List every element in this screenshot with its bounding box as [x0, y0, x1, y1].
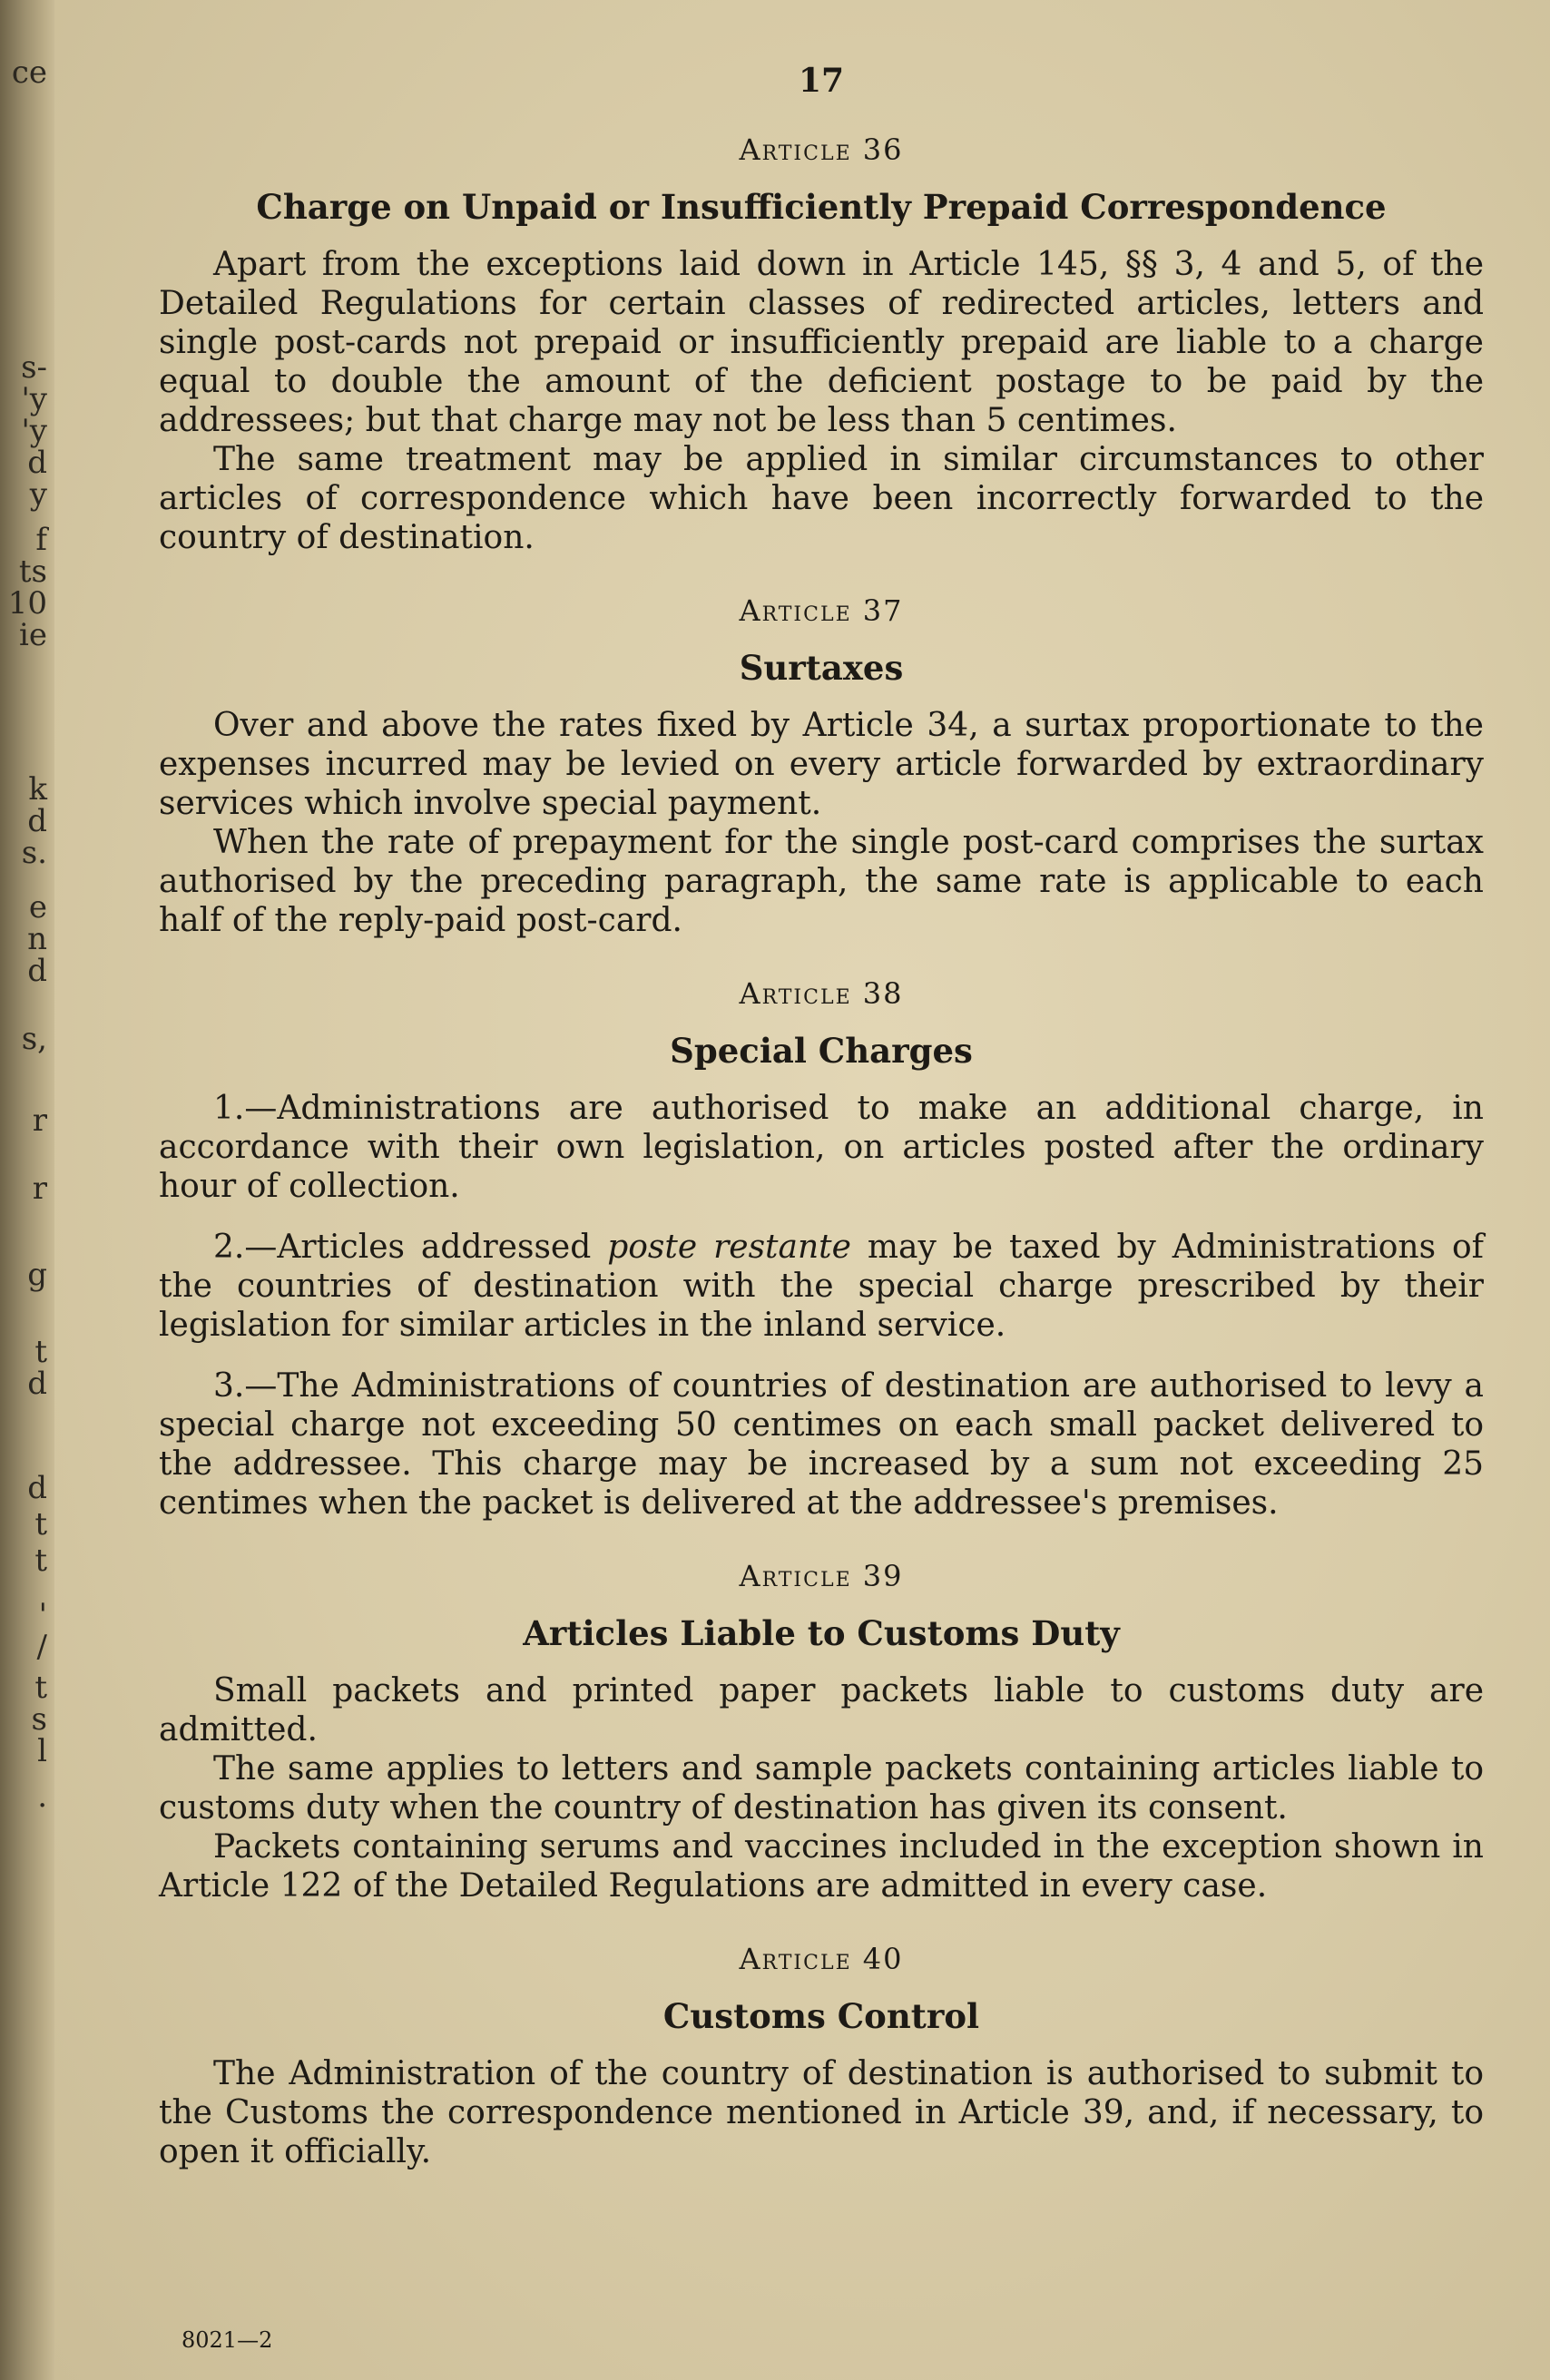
gutter-fragment: s,: [21, 1021, 47, 1057]
gutter-fragment: d: [27, 1366, 47, 1402]
paragraph: Over and above the rates fixed by Article 34, a surtax proportionate to the expenses incurred may be levied on every article forwarded by extraordinary services which involve special payment.: [159, 707, 1484, 822]
book-gutter: [0, 0, 57, 2380]
gutter-fragment: t: [34, 1670, 47, 1706]
spacer: [159, 940, 1484, 976]
article-title: Charge on Unpaid or Insufficiently Prepaid Correspondence: [256, 187, 1387, 227]
page-content: [159, 62, 1484, 2171]
article-title: Surtaxes: [739, 648, 904, 688]
article-38: [159, 976, 1484, 1523]
gutter-fragment: l: [37, 1733, 47, 1769]
gutter-fragment: d: [27, 953, 47, 989]
paragraph: The same applies to letters and sample packets containing articles liable to customs duty when the country of destination has given its consent.: [159, 1750, 1484, 1827]
paragraph: Packets containing serums and vaccines included in the exception shown in Article 122 of the Detailed Regulations are admitted in every case.: [159, 1828, 1484, 1905]
printer-signature: 8021—2: [181, 2327, 273, 2353]
spacer: [159, 1905, 1484, 1942]
paragraph: Apart from the exceptions laid down in Article 145, §§ 3, 4 and 5, of the Detailed Regulations for certain classes of redirected articles, letters and single post-cards not prepaid or insufficiently prepaid are liable to a charge equal to double the amount of the deficient postage to be paid by the addressees; but that charge may not be less than 5 centimes.: [159, 246, 1484, 439]
spacer: [159, 1523, 1484, 1559]
gutter-fragment: s.: [21, 835, 47, 871]
gutter-fragment: t: [34, 1334, 47, 1370]
article-heading: Article 37: [739, 593, 904, 628]
article-heading: Article 38: [739, 976, 904, 1011]
gutter-fragment: r: [32, 1170, 47, 1207]
gutter-fragment: d: [27, 1470, 47, 1506]
spacer: [159, 557, 1484, 593]
article-title: Articles Liable to Customs Duty: [523, 1613, 1120, 1653]
paragraph: 1.—Administrations are authorised to make an additional charge, in accordance with their own legislation, on articles posted after the ordinary hour of collection.: [159, 1090, 1484, 1205]
article-39: [159, 1559, 1484, 1905]
gutter-fragment: /: [36, 1629, 47, 1665]
paragraph: When the rate of prepayment for the single post-card comprises the surtax authorised by the preceding paragraph, the same rate is applicable to each half of the reply-paid post-card.: [159, 824, 1484, 939]
gutter-fragment: e: [28, 889, 47, 926]
gutter-fragment: t: [34, 1543, 47, 1579]
gutter-fragment: f: [35, 522, 47, 558]
paragraph: The Administration of the country of destination is authorised to submit to the Customs the correspondence mentioned in Article 39, and, if necessary, to open it officially.: [159, 2055, 1484, 2170]
paragraph: 3.—The Administrations of countries of destination are authorised to levy a special charge not exceeding 50 centimes on each small packet delivered to the addressee. This charge may be increased by a sum not exceeding 25 centimes when the packet is delivered at the addressee's premises.: [159, 1367, 1484, 1522]
article-37: [159, 593, 1484, 940]
gutter-fragment: s: [31, 1701, 47, 1738]
article-36: [159, 132, 1484, 557]
paragraph: The same treatment may be applied in similar circumstances to other articles of correspondence which have been incorrectly forwarded to the country of destination.: [159, 441, 1484, 556]
gutter-fragment: ce: [11, 54, 47, 91]
article-title: Customs Control: [662, 1996, 980, 2036]
gutter-fragment: d: [27, 445, 47, 481]
gutter-fragment: k: [28, 771, 47, 808]
gutter-fragment: s-: [21, 349, 47, 386]
gutter-fragment: ie: [19, 617, 47, 653]
gutter-fragment: y: [29, 476, 47, 513]
gutter-fragment: r: [32, 1102, 47, 1139]
article-heading: Article 39: [739, 1559, 904, 1593]
gutter-fragment: d: [27, 803, 47, 839]
gutter-fragment: 10: [7, 585, 47, 622]
article-heading: Article 40: [739, 1942, 904, 1976]
gutter-fragment: ts: [18, 553, 47, 590]
gutter-fragment: .: [37, 1778, 47, 1815]
article-heading: Article 36: [739, 132, 904, 167]
gutter-fragment: ': [38, 1597, 47, 1633]
gutter-fragment: t: [34, 1506, 47, 1543]
gutter-fragment: 'y: [21, 413, 47, 449]
spacer: [159, 1345, 1484, 1366]
page-number: 17: [798, 62, 845, 100]
paragraph: 2.—Articles addressed poste restante may be taxed by Administrations of the countries of destination with the special charge prescribed by their legislation for similar articles in the inland service.: [159, 1229, 1484, 1344]
article-40: [159, 1942, 1484, 2171]
book-page: [54, 0, 1550, 2380]
article-title: Special Charges: [670, 1031, 973, 1071]
paragraph: Small packets and printed paper packets liable to customs duty are admitted.: [159, 1672, 1484, 1748]
italic-phrase: poste restante: [607, 1229, 851, 1266]
gutter-fragment: n: [27, 921, 47, 957]
gutter-fragment: 'y: [21, 381, 47, 417]
spacer: [159, 1206, 1484, 1228]
gutter-fragment: g: [27, 1257, 47, 1293]
